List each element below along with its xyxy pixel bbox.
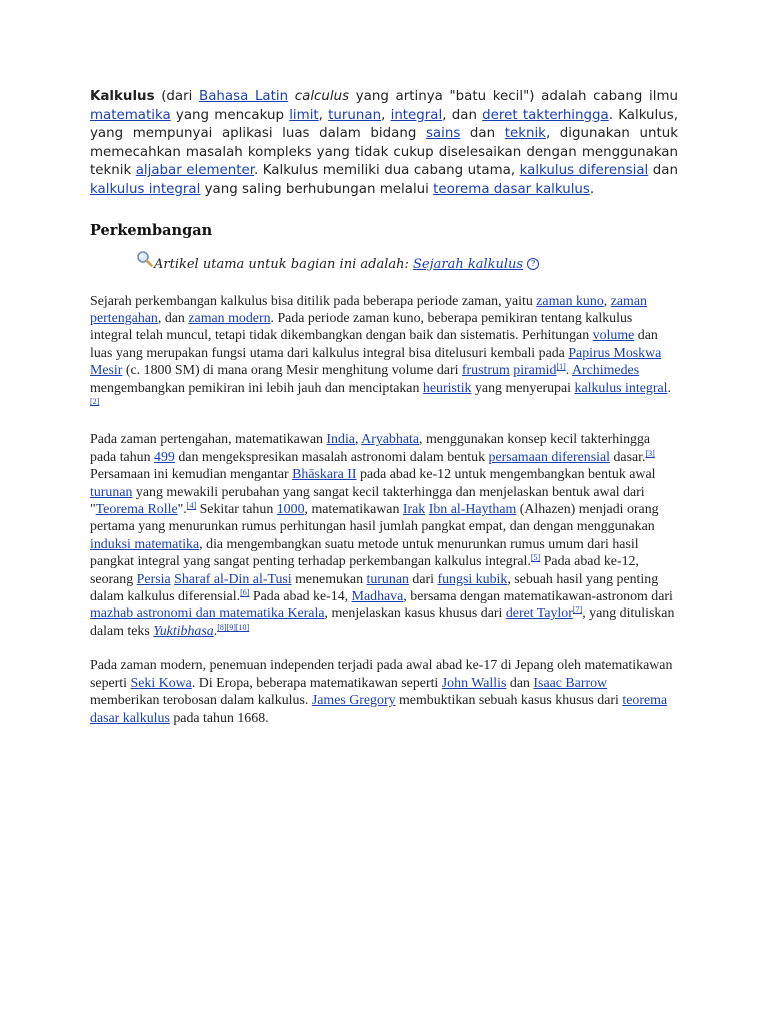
link-madhava[interactable]: Madhava bbox=[351, 589, 404, 605]
citation-link[interactable]: [5] bbox=[530, 553, 541, 563]
text: dasar. bbox=[609, 449, 646, 465]
citation bbox=[217, 623, 249, 632]
link-sejarah-kalkulus[interactable]: Sejarah kalkulus bbox=[413, 256, 524, 272]
citation bbox=[556, 362, 565, 371]
text: Pada zaman modern, penemuan independen terjadi pada awal abad ke-17 di Jepang oleh matematikawan seperti bbox=[90, 658, 673, 691]
text: dan bbox=[648, 163, 678, 179]
term-kalkulus: Kalkulus bbox=[90, 89, 155, 104]
text: , menjelaskan kasus khusus dari bbox=[324, 606, 506, 622]
help-icon[interactable]: ? bbox=[527, 258, 539, 270]
link-deret-takterhingga[interactable]: deret takterhingga bbox=[482, 107, 609, 123]
text: memberikan terobosan dalam kalkulus. bbox=[90, 693, 312, 709]
link-turunan-2[interactable]: turunan bbox=[90, 484, 133, 500]
text: Persamaan ini kemudian mengantar bbox=[90, 467, 293, 483]
citation-link[interactable]: [4] bbox=[186, 501, 197, 511]
link-deret-taylor[interactable]: deret Taylor bbox=[505, 606, 573, 622]
text: . Di Eropa, beberapa matematikawan seperti bbox=[191, 675, 442, 691]
paragraph-modern bbox=[90, 657, 678, 727]
link-zaman-modern[interactable]: zaman modern bbox=[188, 310, 271, 326]
text: . bbox=[213, 623, 218, 639]
link-aryabhata[interactable]: Aryabhata bbox=[361, 432, 420, 448]
text: , sebuah hasil yang penting dalam kalkulus diferensial. bbox=[90, 571, 659, 605]
link-john-wallis[interactable]: John Wallis bbox=[441, 675, 507, 691]
text: yang menyerupai bbox=[471, 380, 575, 396]
text: ". bbox=[177, 502, 187, 518]
link-1000[interactable]: 1000 bbox=[276, 502, 305, 518]
text: , digunakan untuk memecahkan masalah kompleks yang tidak cukup diselesaikan dengan menggunakan teknik bbox=[90, 126, 678, 179]
link-zaman-pertengahan[interactable]: zaman pertengahan bbox=[90, 293, 647, 326]
text: pada tahun 1668. bbox=[169, 710, 269, 726]
link-papirus-moskwa[interactable]: Papirus Moskwa bbox=[568, 345, 662, 361]
link-frustrum[interactable]: frustrum bbox=[461, 363, 510, 379]
link-archimedes[interactable]: Archimedes bbox=[571, 363, 640, 379]
citation bbox=[531, 553, 540, 562]
link-india[interactable]: India bbox=[326, 432, 355, 448]
text: . Kalkulus memiliki dua cabang utama, bbox=[254, 163, 520, 179]
text: yang saling berhubungan melalui bbox=[200, 181, 434, 197]
link-sharaf-al-din-al-tusi[interactable]: Sharaf al-Din al-Tusi bbox=[174, 571, 292, 587]
link-limit[interactable]: limit bbox=[289, 107, 319, 123]
text: membuktikan sebuah kasus khusus dari bbox=[395, 693, 623, 709]
text: dan bbox=[506, 675, 534, 691]
link-sains[interactable]: sains bbox=[425, 126, 461, 142]
text: (dari bbox=[154, 89, 200, 104]
link-mazhab-kerala[interactable]: mazhab astronomi dan matematika Kerala bbox=[90, 606, 325, 622]
link-kalkulus-diferensial[interactable]: kalkulus diferensial bbox=[519, 163, 649, 179]
text: , bbox=[354, 432, 362, 448]
text: . bbox=[565, 363, 572, 379]
text: mengembangkan pemikiran ini lebih jauh dan menciptakan bbox=[90, 380, 423, 396]
link-aljabar-elementer[interactable]: aljabar elementer bbox=[135, 163, 254, 179]
link-turunan-3[interactable]: turunan bbox=[366, 571, 409, 587]
magnifier-icon bbox=[136, 250, 154, 268]
text: , yang dituliskan dalam teks bbox=[90, 606, 675, 639]
text: , bbox=[318, 107, 329, 123]
link-seki-kowa[interactable]: Seki Kowa bbox=[130, 675, 192, 691]
link-irak[interactable]: Irak bbox=[402, 502, 426, 518]
link-ibn-al-haytham[interactable]: Ibn al-Haytham bbox=[428, 502, 517, 518]
text: dan bbox=[460, 126, 505, 142]
text: . bbox=[589, 181, 595, 197]
text: , dia mengembangkan suatu metode untuk menurunkan rumus umum dari hasil pangkat integral yang sangat penting terhadap perkembangan kalkulus integral. bbox=[90, 536, 639, 570]
link-james-gregory[interactable]: James Gregory bbox=[311, 693, 396, 709]
paragraph-ancient bbox=[90, 293, 678, 415]
link-fungsi-kubik[interactable]: fungsi kubik bbox=[437, 571, 508, 587]
text: , bbox=[381, 107, 391, 123]
link-induksi-matematika[interactable]: induksi matematika bbox=[90, 536, 200, 552]
link-zaman-kuno[interactable]: zaman kuno bbox=[536, 293, 604, 309]
link-kalkulus-integral-2[interactable]: kalkulus integral bbox=[574, 380, 668, 396]
link-499[interactable]: 499 bbox=[154, 449, 175, 465]
citation bbox=[90, 397, 99, 406]
text: , dan bbox=[442, 107, 483, 123]
text: . bbox=[667, 380, 671, 396]
link-teorema-dasar-kalkulus-2[interactable]: teorema dasar kalkulus bbox=[90, 693, 668, 726]
link-bahasa-latin[interactable]: Bahasa Latin bbox=[199, 89, 289, 104]
link-heuristik[interactable]: heuristik bbox=[422, 380, 472, 396]
text: , dan bbox=[157, 310, 189, 326]
text: Sekitar tahun bbox=[196, 502, 277, 518]
citation bbox=[573, 605, 582, 614]
link-matematika[interactable]: matematika bbox=[90, 107, 171, 123]
link-piramid[interactable]: piramid bbox=[513, 363, 557, 379]
link-persamaan-diferensial[interactable]: persamaan diferensial bbox=[488, 449, 610, 465]
text: dan luas yang merupakan fungsi utama dari kalkulus integral bisa ditelusuri kembali pada bbox=[90, 328, 658, 361]
link-mesir[interactable]: Mesir bbox=[90, 363, 123, 379]
text: , bersama dengan matematikawan-astronom dari bbox=[403, 589, 673, 605]
text: yang mewakili perubahan yang sangat kecil takterhingga dan menjelaskan bentuk awal dari " bbox=[90, 484, 645, 518]
citation-link[interactable]: [6] bbox=[240, 588, 250, 598]
intro-paragraph bbox=[90, 88, 678, 200]
text: , matematikawan bbox=[304, 502, 403, 518]
text: yang artinya "batu kecil") adalah cabang ilmu bbox=[349, 89, 678, 104]
text: dari bbox=[408, 571, 438, 587]
main-article-prefix: Artikel utama untuk bagian ini adalah: bbox=[154, 256, 413, 272]
link-teorema-rolle[interactable]: Teorema Rolle bbox=[95, 502, 178, 518]
link-kalkulus-integral[interactable]: kalkulus integral bbox=[90, 181, 201, 197]
section-heading: Perkembangan bbox=[90, 221, 213, 239]
link-teorema-dasar-kalkulus[interactable]: teorema dasar kalkulus bbox=[433, 181, 590, 197]
text: dan mengekspresikan masalah astronomi dalam bentuk bbox=[174, 449, 489, 465]
text: , menggunakan konsep kecil takterhingga pada tahun bbox=[90, 432, 651, 465]
text: Pada abad ke-12, seorang bbox=[90, 554, 639, 587]
text bbox=[288, 89, 295, 104]
text: Pada zaman pertengahan, matematikawan bbox=[90, 432, 327, 448]
link-isaac-barrow[interactable]: Isaac Barrow bbox=[533, 675, 608, 691]
link-bhaskara-ii[interactable]: Bhāskara II bbox=[292, 467, 357, 483]
text: (c. 1800 SM) di mana orang Mesir menghitung volume dari bbox=[122, 363, 462, 379]
text: menemukan bbox=[291, 571, 367, 587]
link-volume[interactable]: volume bbox=[592, 328, 635, 344]
link-teknik[interactable]: teknik bbox=[504, 126, 546, 142]
main-article-note bbox=[134, 255, 678, 275]
citation bbox=[187, 501, 196, 510]
link-persia[interactable]: Persia bbox=[136, 571, 171, 587]
citation bbox=[645, 449, 654, 458]
citation-link[interactable]: [7] bbox=[572, 605, 583, 615]
text: pada abad ke-12 untuk mengembangkan bentuk awal bbox=[356, 467, 656, 483]
text: . Kalkulus, yang mempunyai aplikasi luas dalam bidang bbox=[90, 107, 678, 142]
paragraph-medieval bbox=[90, 431, 678, 640]
term-calculus: calculus bbox=[294, 89, 350, 104]
text: , bbox=[603, 293, 611, 309]
citation-link[interactable]: [2] bbox=[90, 397, 100, 406]
link-turunan[interactable]: turunan bbox=[328, 107, 382, 123]
citation bbox=[240, 588, 249, 597]
text: Sejarah perkembangan kalkulus bisa ditilik pada beberapa periode zaman, yaitu bbox=[90, 293, 537, 309]
text: Pada abad ke-14, bbox=[249, 589, 352, 605]
link-yuktibhasa[interactable]: Yuktibhasa bbox=[153, 623, 214, 639]
citation-link[interactable]: [3] bbox=[645, 448, 655, 458]
citation-link[interactable]: [1] bbox=[556, 362, 566, 372]
text: yang mencakup bbox=[170, 107, 290, 123]
article-content bbox=[90, 88, 678, 727]
link-integral[interactable]: integral bbox=[390, 107, 443, 123]
citation-link[interactable]: [8][9][10] bbox=[217, 622, 250, 632]
text: . Pada periode zaman kuno, beberapa pemikiran tentang kalkulus integral telah muncul, tetapi tidak dikembangkan dengan baik dan sistematis. Perhitungan bbox=[90, 310, 633, 344]
text: (Alhazen) menjadi orang pertama yang menurunkan rumus perhitungan hasil jumlah pangkat empat, dan dengan menggunakan bbox=[90, 502, 659, 535]
